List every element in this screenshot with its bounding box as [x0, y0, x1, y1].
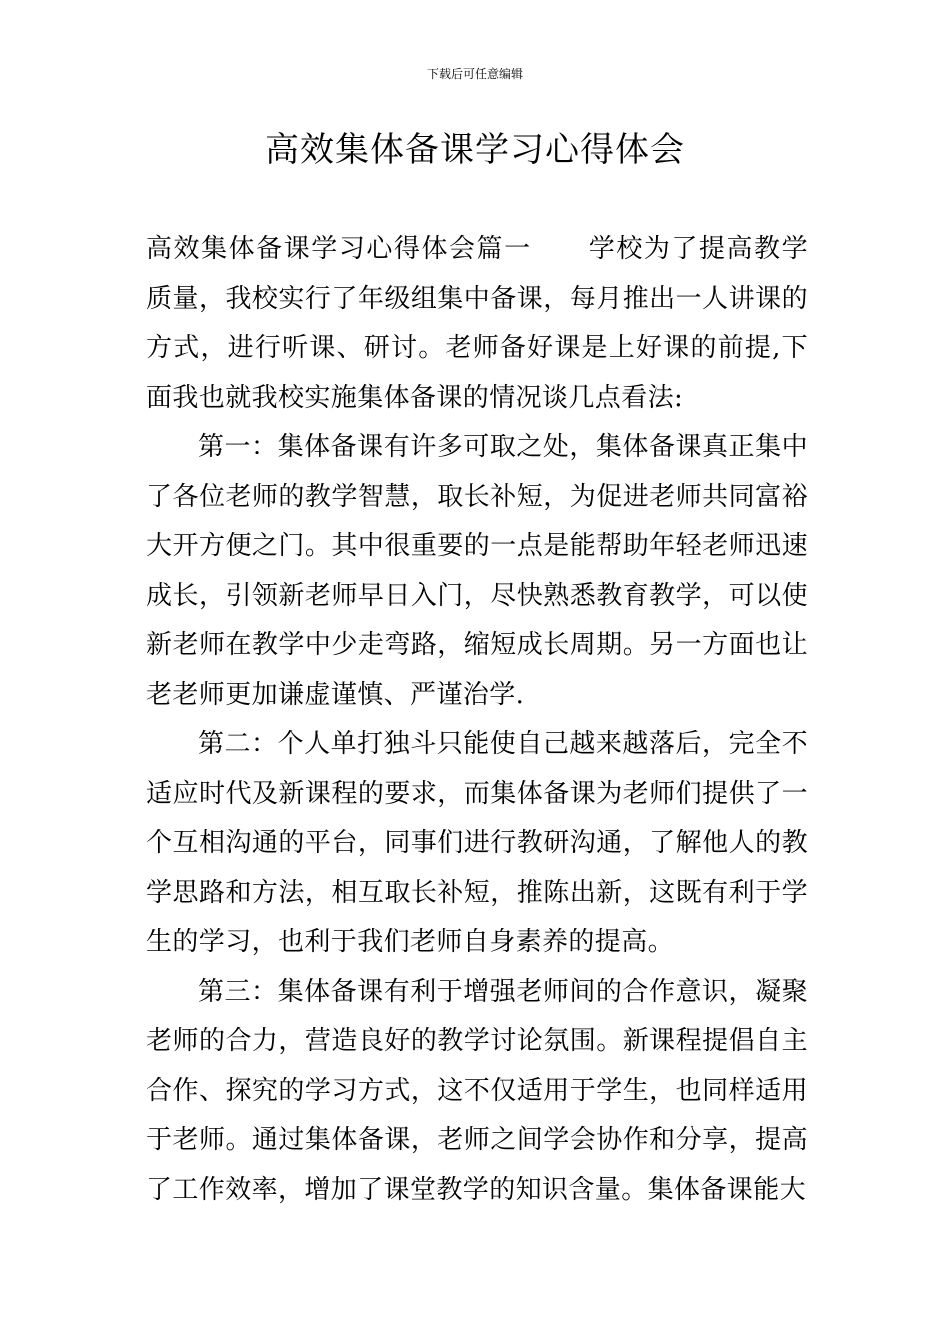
intro-paragraph: [146, 225, 808, 423]
intro-text: 学校为了提高教学质量，我校实行了年级组集中备课，每月推出一人讲课的方式，进行听课、研讨。老师备好课是上好课的前提,下面我也就我校实施集体备课的情况谈几点看法:: [146, 234, 808, 413]
paragraph-point-two: 第二：个人单打独斗只能使自己越来越落后，完全不适应时代及新课程的要求，而集体备课为老师们提供了一个互相沟通的平台，同事们进行教研沟通，了解他人的教学思路和方法，相互取长补短，推陈出新，这既有利于学生的学习，也利于我们老师自身素养的提高。: [146, 729, 808, 957]
paragraph-point-three: 第三：集体备课有利于增强老师间的合作意识，凝聚老师的合力，营造良好的教学讨论氛围。新课程提倡自主合作、探究的学习方式，这不仅适用于学生，也同样适用于老师。通过集体备课，老师之间学会协作和分享，提高了工作效率，增加了课堂教学的知识含量。集体备课能大: [146, 976, 808, 1205]
document-body: [146, 225, 808, 1215]
paragraph-point-one: 第一：集体备课有许多可取之处，集体备课真正集中了各位老师的教学智慧，取长补短，为促进老师共同富裕大开方便之门。其中很重要的一点是能帮助年轻老师迅速成长，引领新老师早日入门，尽快熟悉教育教学，可以使新老师在教学中少走弯路，缩短成长周期。另一方面也让老老师更加谦虚谨慎、严谨治学.: [146, 432, 808, 710]
header-note: 下载后可任意编辑: [426, 67, 523, 81]
page-title: 高效集体备课学习心得体会: [265, 130, 685, 170]
intro-label: 高效集体备课学习心得体会篇一: [146, 234, 532, 264]
